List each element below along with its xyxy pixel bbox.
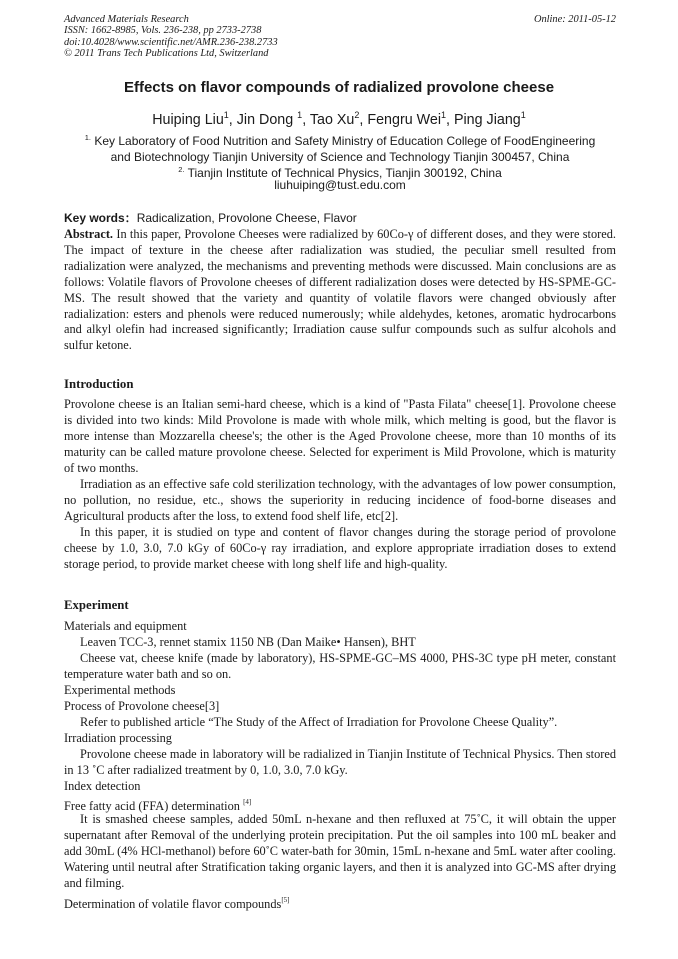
affiliation-text: Key Laboratory of Food Nutrition and Safety Ministry of Education College of FoodEngineering (94, 134, 596, 148)
abstract-label: Abstract. (64, 227, 114, 241)
subheading-volatile (64, 893, 616, 913)
online-date: Online: 2011-05-12 (533, 14, 616, 25)
heading-text: Determination of volatile flavor compounds (64, 897, 282, 911)
keywords (64, 209, 357, 226)
intro-paragraph-1: Provolone cheese is an Italian semi-hard cheese, which is a kind of "Pasta Filata" cheese[1]. Provolone cheese is divided into two kinds: Mild Provolone is made with whole milk, which melting is good, but the flavor is more intense than Mozzarella cheese's; the other is the Aged Provolone cheese, more than 10 months of its maturity can be called mature provolone cheese. Selected for experiment is Mild Provolone, which is maturity of two months. (64, 397, 616, 475)
author-affiliation-mark: 2 (354, 110, 360, 120)
citation-ref: [5] (281, 896, 290, 904)
paragraph-text: Provolone cheese made in laboratory will be radialized in Tianjin Institute of Technical Physics. Then stored in 13 ˚C after radialized treatment by 0, 1.0, 3.0, 7.0 kGy. (64, 747, 616, 777)
copyright-line: © 2011 Trans Tech Publications Ltd, Switzerland (64, 48, 269, 60)
paper-title: Effects on flavor compounds of radialized provolone cheese (123, 79, 555, 96)
subheading-materials: Materials and equipment (64, 619, 187, 633)
subheading-irradiation: Irradiation processing (64, 731, 172, 745)
citation-ref: [4] (243, 798, 252, 806)
paragraph-text: Cheese vat, cheese knife (made by laboratory), HS-SPME-GC–MS 4000, PHS-3C type pH meter, constant temperature water bath and so on. (64, 651, 616, 681)
intro-paragraph-3 (64, 525, 616, 573)
author-list: Huiping Liu$^1$, Jin Dong $^1$, Tao Xu$^2$, Fengru Wei$^1$, Ping Jiang$^1$ (152, 110, 526, 128)
journal-name: Advanced Materials Research (64, 14, 189, 25)
paragraph-text: In this paper, it is studied on type and content of flavor changes during the storage period of provolone cheese by 1.0, 3.0, 7.0 kGy of 60Co-γ ray irradiation, and explore appropriate irradiation doses to extend storage period, to provide market cheese with long shelf life and high-quality. (64, 525, 616, 571)
subheading-process: Process of Provolone cheese[3] (64, 699, 220, 713)
author-affiliation-mark: 1 (223, 110, 229, 120)
heading-text: Free fatty acid (FFA) determination (64, 799, 240, 813)
author-name: Ping Jiang (453, 111, 521, 128)
author-name: Tao Xu (309, 111, 355, 128)
irradiation-text (64, 747, 616, 779)
affiliation-mark: 1. (84, 133, 91, 142)
affiliation-text: Tianjin Institute of Technical Physics, Tianjin 300192, China (187, 166, 502, 180)
author-email: liuhuiping@tust.edu.com (274, 178, 406, 192)
doi-line: doi:10.4028/www.scientific.net/AMR.236-238.2733 (64, 36, 278, 48)
author-affiliation-mark: 1 (441, 110, 447, 120)
abstract (64, 227, 616, 354)
affiliation-1 (64, 130, 616, 166)
intro-paragraph-2 (64, 477, 616, 525)
journal-header (64, 14, 616, 60)
paragraph-text: Irradiation as an effective safe cold sterilization technology, with the advantages of low power consumption, no pollution, no residue, etc., shows the superiority in reducing incidence of food-borne diseases and Agricultural products after the loss, to extend food shelf life, etc[2]. (64, 477, 616, 523)
author-affiliation-mark: 1 (520, 110, 526, 120)
section-heading-experiment: Experiment (64, 598, 129, 612)
subheading-methods: Experimental methods (64, 683, 176, 697)
keywords-label: Key words： (64, 211, 137, 225)
materials-list-2 (64, 651, 616, 683)
author-affiliation-mark: 1 (297, 110, 303, 120)
abstract-text: In this paper, Provolone Cheeses were radialized by 60Co-γ of different doses, and they were stored. The impact of texture in the cheese after radialization was studied, the peculiar smell resulted from radialization were analyzed, the mechanisms and preventing methods were discussed. Main conclusions are as follows: Volatile flavors of Provolone cheeses of different radialization doses were detected by HS-SPME-GC-MS. The result showed that the variety and quantity of volatile flavors were changed obviously after radialization: esters and phenols were reduced numerously; while aldehydes, ketones, aromatic hydrocarbons and alkyl olefin had increased significantly; Irradiation cause sulfur compounds such as sulfur alcohols and sulfur ketone. (64, 227, 616, 353)
paragraph-text: It is smashed cheese samples, added 50mL n-hexane and then refluxed at 75˚C, it will obtain the upper supernatant after Removal of the underlying protein precipitation. Put the oil samples into 100 mL beaker and add 30mL (4% HCl-methanol) before 60˚C water-bath for 30min, 15mL n-hexane and 5mL water after cooling. Watering until neutral after Stratification taking organic layers, and then it is analyzed into GC-MS after drying and filming. (64, 812, 616, 890)
materials-list-1: Leaven TCC-3, rennet stamix 1150 NB (Dan Maike• Hansen), BHT (80, 635, 416, 649)
affiliation-mark: 2. (178, 165, 185, 174)
ffa-text (64, 812, 616, 892)
section-heading-introduction: Introduction (64, 377, 134, 391)
author-name: Fengru Wei (367, 111, 441, 128)
process-text: Refer to published article “The Study of the Affect of Irradiation for Provolone Cheese Quality”. (80, 715, 558, 729)
affiliation-text: and Biotechnology Tianjin University of Science and Technology Tianjin 300457, China (110, 150, 570, 165)
issn-line: ISSN: 1662-8985, Vols. 236-238, pp 2733-2738 (64, 25, 262, 37)
author-name: Jin Dong (236, 111, 294, 128)
keywords-text: Radicalization, Provolone Cheese, Flavor (136, 211, 357, 225)
author-name: Huiping Liu (152, 111, 224, 128)
subheading-index-detection: Index detection (64, 779, 141, 793)
